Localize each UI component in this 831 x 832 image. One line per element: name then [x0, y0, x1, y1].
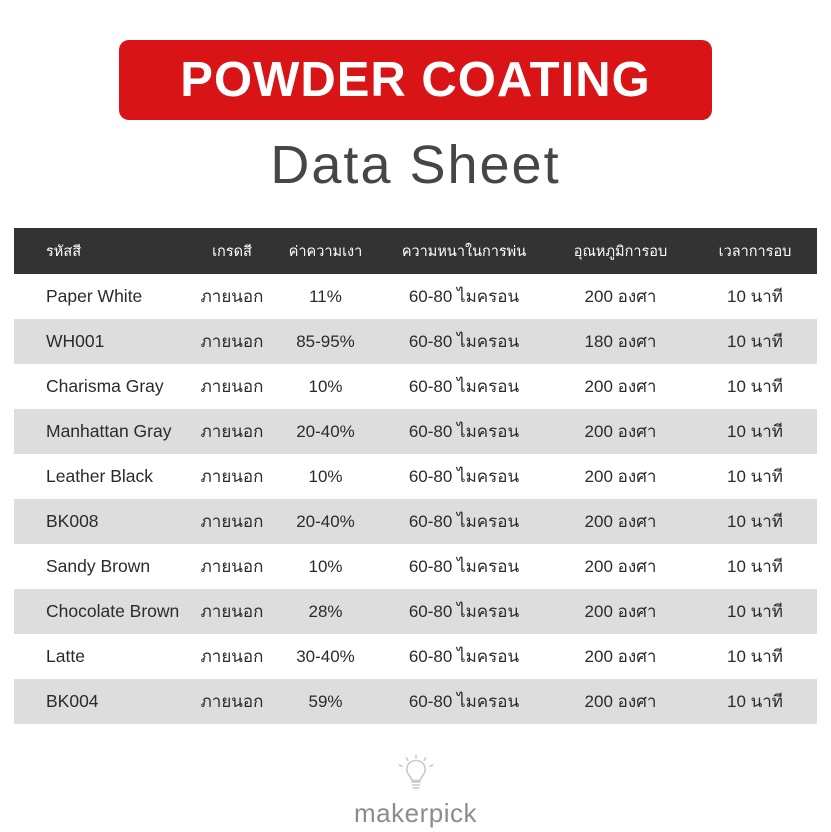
cell-color-grade: ภายนอก [200, 692, 264, 711]
column-header-gloss-value: ค่าความเงา [271, 228, 380, 274]
cell-baking-temperature: 200 องศา [584, 287, 657, 306]
lightbulb-icon [393, 752, 439, 798]
table-row [14, 274, 817, 319]
table-row [14, 679, 817, 724]
page-title: POWDER COATING [180, 52, 651, 107]
cell-baking-temperature: 200 องศา [584, 692, 657, 711]
cell-baking-temperature: 200 องศา [584, 557, 657, 576]
table-body [14, 274, 817, 724]
cell-baking-time: 10 นาที [726, 377, 783, 396]
cell-color-code: Manhattan Gray [46, 421, 172, 441]
cell-color-grade: ภายนอก [200, 557, 264, 576]
table-header-row [14, 228, 817, 274]
brand-name: makerpick [354, 798, 477, 828]
cell-gloss-value: 10% [308, 556, 343, 576]
cell-coating-thickness: 60-80 ไมครอน [408, 467, 520, 486]
table-header [14, 228, 817, 274]
cell-gloss-value: 59% [308, 691, 343, 711]
cell-color-grade: ภายนอก [200, 287, 264, 306]
cell-baking-time: 10 นาที [726, 647, 783, 666]
cell-gloss-value: 28% [308, 601, 343, 621]
cell-gloss-value: 11% [309, 286, 342, 306]
cell-color-code: Chocolate Brown [46, 601, 180, 621]
footer [0, 752, 831, 832]
cell-coating-thickness: 60-80 ไมครอน [408, 557, 520, 576]
column-header-baking-temperature: อุณหภูมิการอบ [548, 228, 693, 274]
cell-baking-temperature: 200 องศา [584, 467, 657, 486]
cell-baking-time: 10 นาที [726, 467, 783, 486]
cell-gloss-value: 10% [308, 466, 343, 486]
specs-table [14, 228, 817, 724]
table-row [14, 499, 817, 544]
table-row [14, 454, 817, 499]
cell-baking-time: 10 นาที [726, 422, 783, 441]
cell-baking-temperature: 200 องศา [584, 512, 657, 531]
cell-color-code: Leather Black [46, 466, 154, 486]
table-row [14, 589, 817, 634]
cell-color-grade: ภายนอก [200, 422, 264, 441]
cell-color-code: Paper White [46, 286, 143, 306]
cell-baking-temperature: 180 องศา [584, 332, 657, 351]
cell-baking-temperature: 200 องศา [584, 422, 657, 441]
cell-color-code: Charisma Gray [46, 376, 164, 396]
cell-color-code: BK008 [46, 511, 99, 531]
cell-baking-temperature: 200 องศา [584, 377, 657, 396]
table-row [14, 364, 817, 409]
cell-coating-thickness: 60-80 ไมครอน [408, 647, 520, 666]
table-row [14, 544, 817, 589]
cell-coating-thickness: 60-80 ไมครอน [408, 692, 520, 711]
column-header-color-code: รหัสสี [14, 228, 193, 274]
table-row [14, 409, 817, 454]
column-header-coating-thickness: ความหนาในการพ่น [380, 228, 548, 274]
cell-gloss-value: 85-95% [296, 331, 355, 351]
specs-table-container [14, 228, 817, 724]
cell-color-code: BK004 [46, 691, 99, 711]
cell-coating-thickness: 60-80 ไมครอน [408, 287, 520, 306]
table-row [14, 319, 817, 364]
cell-color-code: Sandy Brown [46, 556, 151, 576]
cell-color-grade: ภายนอก [200, 647, 264, 666]
cell-coating-thickness: 60-80 ไมครอน [408, 602, 520, 621]
cell-coating-thickness: 60-80 ไมครอน [408, 512, 520, 531]
cell-baking-time: 10 นาที [726, 332, 783, 351]
page-subtitle: Data Sheet [270, 135, 561, 195]
cell-color-grade: ภายนอก [200, 332, 264, 351]
cell-color-grade: ภายนอก [200, 467, 264, 486]
cell-coating-thickness: 60-80 ไมครอน [408, 422, 520, 441]
cell-baking-time: 10 นาที [726, 287, 783, 306]
cell-color-code: WH001 [46, 331, 105, 351]
cell-coating-thickness: 60-80 ไมครอน [408, 332, 520, 351]
column-header-color-grade: เกรดสี [193, 228, 271, 274]
cell-coating-thickness: 60-80 ไมครอน [408, 377, 520, 396]
cell-baking-temperature: 200 องศา [584, 602, 657, 621]
cell-baking-time: 10 นาที [726, 557, 783, 576]
cell-gloss-value: 20-40% [296, 511, 355, 531]
cell-color-grade: ภายนอก [200, 512, 264, 531]
column-header-baking-time: เวลาการอบ [693, 228, 817, 274]
cell-color-grade: ภายนอก [200, 377, 264, 396]
cell-color-grade: ภายนอก [200, 602, 264, 621]
cell-baking-time: 10 นาที [726, 692, 783, 711]
cell-gloss-value: 20-40% [296, 421, 355, 441]
table-row [14, 634, 817, 679]
title-banner [119, 40, 712, 120]
cell-baking-temperature: 200 องศา [584, 647, 657, 666]
cell-color-code: Latte [46, 646, 85, 666]
cell-gloss-value: 30-40% [296, 646, 355, 666]
cell-gloss-value: 10% [308, 376, 343, 396]
cell-baking-time: 10 นาที [726, 512, 783, 531]
cell-baking-time: 10 นาที [726, 602, 783, 621]
